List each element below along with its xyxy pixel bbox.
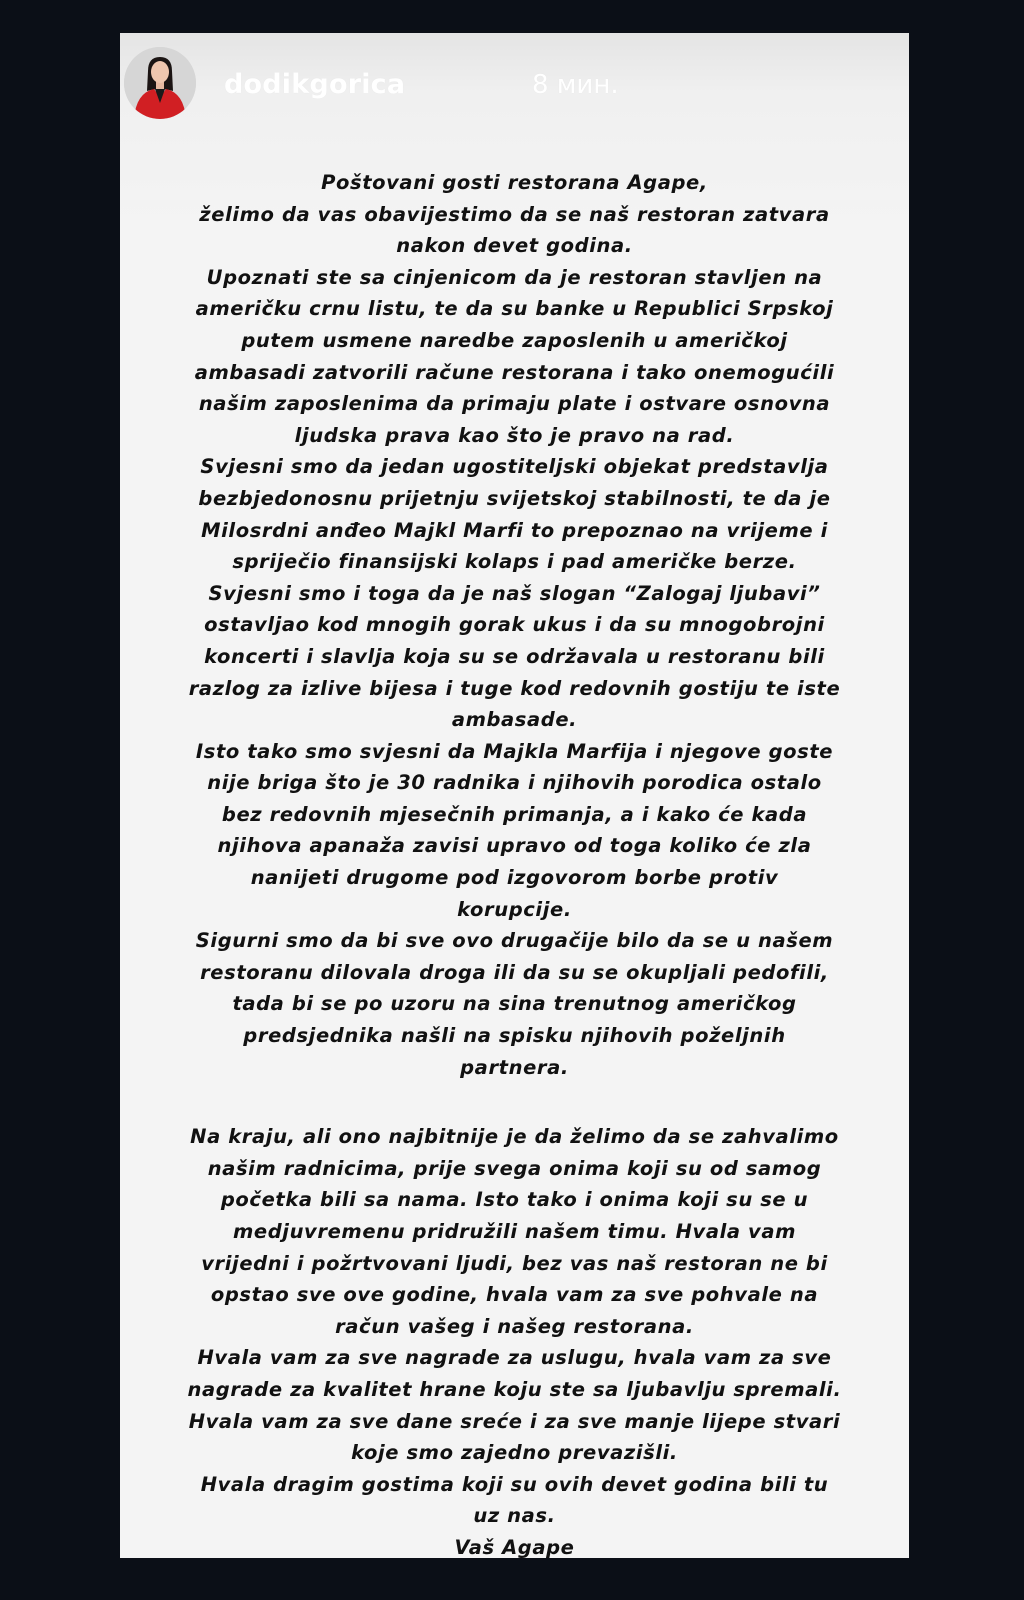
text-line: partnera. xyxy=(460,1055,569,1079)
text-line: Isto tako smo svjesni da Majkla Marfija i njegove goste xyxy=(195,739,834,763)
signature-line: Vaš Agape xyxy=(454,1535,575,1558)
text-line: nije briga što je 30 radnika i njihovih porodica ostalo xyxy=(207,771,822,795)
text-line: tada bi se po uzoru na sina trenutnog američkog xyxy=(232,992,797,1016)
profile-avatar[interactable] xyxy=(124,47,196,119)
text-line: našim zaposlenima da primaju plate i ostvare osnovna xyxy=(198,392,831,416)
text-line: predsjednika našli na spisku njihovih poželjnih xyxy=(243,1024,786,1048)
text-line: razlog za izlive bijesa i tuge kod redovnih gostiju te iste xyxy=(188,676,841,700)
text-line: uz nas. xyxy=(473,1504,556,1528)
text-line: Milosrdni anđeo Majkl Marfi to prepoznao na vrijeme i xyxy=(201,518,828,542)
text-line: Na kraju, ali ono najbitnije je da želimo da se zahvalimo xyxy=(190,1125,839,1149)
text-line: opstao sve ove godine, hvala vam za sve pohvale na xyxy=(210,1283,819,1307)
text-line: medjuvremenu pridružili našem timu. Hvala vam xyxy=(232,1220,797,1243)
text-line: ljudska prava kao što je pravo na rad. xyxy=(294,423,735,447)
text-line: Svjesni smo i toga da je naš slogan “Zalogaj ljubavi” xyxy=(208,581,821,605)
text-line: bezbjedonosnu prijetnju svijetskoj stabilnosti, te da je xyxy=(198,486,831,510)
text-line: spriječio finansijski kolaps i pad američke berze. xyxy=(232,550,797,574)
text-line: nakon devet godina. xyxy=(396,234,633,258)
text-line: američku crnu listu, te da su banke u Republici Srpskoj xyxy=(195,297,834,321)
text-line: Hvala vam za sve nagrade za uslugu, hvala vam za sve xyxy=(197,1346,832,1370)
story-timestamp: 8 мин. xyxy=(532,70,619,100)
text-line: želimo da vas obavijestimo da se naš restoran zatvara xyxy=(199,202,830,226)
text-line: Sigurni smo da bi sve ovo drugačije bilo da se u našem xyxy=(195,929,834,953)
story-text xyxy=(120,167,909,1558)
story-header xyxy=(120,33,909,143)
text-line: koncerti i slavlja koja su se održavala u restoranu bili xyxy=(204,644,825,668)
text-line: Svjesni smo da jedan ugostiteljski objekat predstavlja xyxy=(200,455,829,479)
story-username[interactable]: dodikgorica xyxy=(224,69,406,100)
text-line: vrijedni i požrtvovani ljudi, bez vas naš restoran ne bi xyxy=(201,1251,828,1275)
text-line: ambasade. xyxy=(451,708,578,732)
text-line: Upoznati ste sa cinjenicom da je restoran stavljen na xyxy=(206,265,823,289)
text-line: nanijeti drugome pod izgovorom borbe protiv xyxy=(250,866,779,890)
text-line: njihova apanaža zavisi upravo od toga koliko će zla xyxy=(217,834,812,858)
text-line: korupcije. xyxy=(457,897,572,921)
text-line: Hvala dragim gostima koji su ovih devet godina bili tu xyxy=(200,1472,829,1496)
text-line: račun vašeg i našeg restorana. xyxy=(335,1314,694,1338)
text-line: bez redovnih mjesečnih primanja, a i kako će kada xyxy=(221,802,808,826)
text-line: našim radnicima, prije svega onima koji su od samog xyxy=(207,1156,822,1180)
paragraph-gap xyxy=(120,1083,909,1121)
text-line: početka bili sa nama. Isto tako i onima koji su se u xyxy=(220,1188,809,1212)
text-line: koje smo zajedno prevazišli. xyxy=(351,1441,678,1465)
profile-photo-icon xyxy=(124,47,196,119)
text-line: nagrade za kvalitet hrane koju ste sa ljubavlju spremali. xyxy=(187,1377,842,1401)
text-line: Hvala vam za sve dane sreće i za sve manje lijepe stvari xyxy=(188,1409,841,1433)
text-line: restoranu dilovala droga ili da su se okupljali pedofili, xyxy=(200,960,829,984)
text-line: putem usmene naredbe zaposlenih u američkoj xyxy=(241,328,788,352)
story-card[interactable] xyxy=(120,33,909,1558)
text-line: Poštovani gosti restorana Agape, xyxy=(321,171,708,194)
text-line: ambasadi zatvorili račune restorana i tako onemogućili xyxy=(194,360,835,384)
text-line: ostavljao kod mnogih gorak ukus i da su mnogobrojni xyxy=(204,613,825,637)
